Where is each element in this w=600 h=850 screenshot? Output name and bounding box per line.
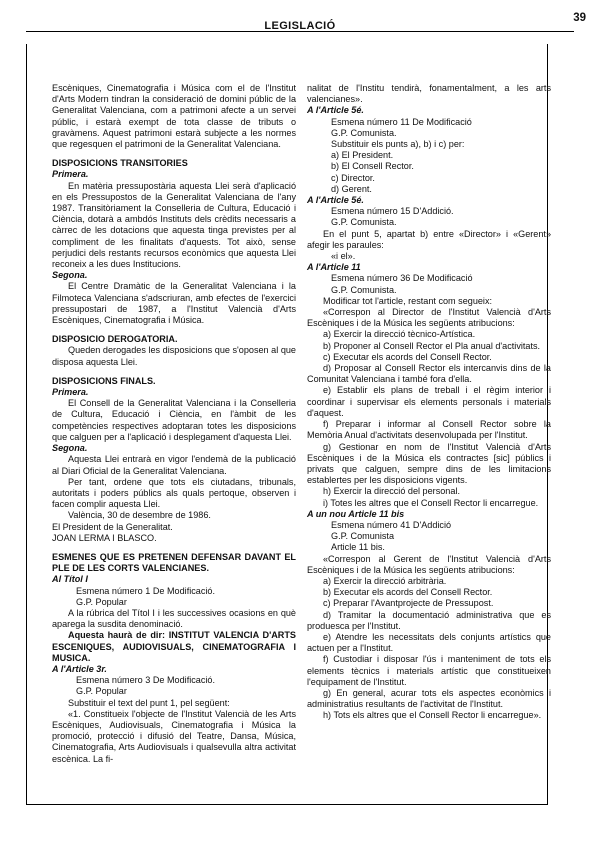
- subheading: A un nou Article 11 bis: [307, 508, 405, 519]
- section-heading: DISPOSICIO DEROGATORIA.: [52, 334, 178, 345]
- paragraph: c) Executar els acords del Consell Rector.: [323, 351, 492, 362]
- paragraph: g) Gestionar en nom de l'Institut Valencià d'Arts Escèniques i de la Música els contractes [sic] públics i privats que calguen, sempre dins de les limitacions establertes per les disposicions vigents.: [307, 441, 551, 486]
- paragraph: e) Atendre les necessitats dels conjunts artístics que actuen per a l'Institut.: [307, 631, 551, 654]
- paragraph: JOAN LERMA I BLASCO.: [52, 532, 157, 543]
- paragraph: c) Preparar l'Avantprojecte de Pressupost.: [323, 598, 494, 609]
- paragraph: d) Tramitar la documentació administrativa que es produesca per l'Institut.: [307, 609, 551, 631]
- paragraph: Esmena número 3 De Modificació.: [76, 675, 215, 686]
- subheading: A l'Article 5é.: [307, 195, 364, 206]
- paragraph: G.P. Comunista: [331, 531, 395, 542]
- paragraph: G.P. Comunista.: [331, 284, 397, 295]
- paragraph: «Correspon al Director de l'Institut Valencià d'Arts Escèniques i de la Música les següents atribucions:: [307, 307, 551, 329]
- paragraph: El Centre Dramàtic de la Generalitat Valenciana i la Filmoteca Valenciana s'adscriuran, amb efectes de l'exercici pressupostari de 1987, a l'Institut Valencià d'Arts Escèniques, Cinematografia i Música.: [52, 281, 296, 326]
- paragraph: «i el».: [331, 251, 356, 262]
- paragraph: Article 11 bis.: [331, 542, 385, 553]
- paragraph: Aquesta haurà de dir: INSTITUT VALENCIA D'ARTS ESCENIQUES, AUDIOVISUALS, CINEMATOGRAFIA I MUSICA.: [52, 630, 296, 663]
- section-heading: DISPOSICIONS FINALS.: [52, 375, 156, 386]
- page-number: 39: [573, 12, 586, 24]
- subheading: Primera.: [52, 169, 89, 180]
- paragraph: Esmena número 15 D'Addició.: [331, 206, 454, 217]
- paragraph: València, 30 de desembre de 1986.: [68, 510, 211, 521]
- paragraph: d) Gerent.: [331, 183, 372, 194]
- paragraph: b) Proponer al Consell Rector el Pla anual d'activitats.: [323, 340, 541, 351]
- paragraph: Esmena número 36 De Modificació: [331, 273, 473, 284]
- paragraph: El Consell de la Generalitat Valenciana i la Conselleria de Cultura, Educació i Ciència, en l'àmbit de les competències respectives adoptaran totes les disposicions que calguen per a l'aplicació i desplegament d'aquesta Llei.: [52, 398, 296, 442]
- paragraph: En matèria pressupostària aquesta Llei serà d'aplicació en els Pressupostos de la Generalitat Valenciana de l'any 1987. Transitòriament la Conselleria de Cultura, Educació i Ciència, dotarà a ambdós Instituts dels crèdits necessaris a càrrec de les dotacions que aquesta tinga previstes per al compliment de les finalitats d'aquests. Tot això, sense perjudici dels restants recursos econòmics que aquesta Llei reconeix a les dues Institucions.: [52, 180, 296, 270]
- paragraph: a) El President.: [331, 150, 394, 161]
- paragraph: i) Totes les altres que el Consell Rector li encarregue.: [323, 497, 539, 508]
- subheading: Segona.: [52, 270, 88, 281]
- section-title: LEGISLACIÓ: [264, 20, 336, 32]
- paragraph: Substituir els punts a), b) i c) per:: [331, 139, 465, 150]
- subheading: Segona.: [52, 443, 88, 454]
- left-column: [52, 83, 296, 765]
- paragraph: f) Preparar i informar al Consell Rector sobre la Memòria Anual d'activitats desenvolupada per l'Institut.: [307, 419, 551, 441]
- paragraph: G.P. Popular: [76, 596, 127, 607]
- paragraph: g) En general, acurar tots els aspectes econòmics i administratius resultants de l'activitat de l'Institut.: [307, 687, 551, 710]
- paragraph: nalitat de l'Institu tendirà, fonamentalment, a les arts valencianes».: [307, 83, 551, 105]
- paragraph: a) Exercir la direcció tècnico-Artística.: [323, 329, 476, 340]
- paragraph: Per tant, ordene que tots els ciutadans, tribunals, autoritats i poders públics als quals pertoque, observen i facen complir aquesta Llei.: [52, 476, 296, 510]
- subheading: A l'Article 11: [307, 262, 361, 273]
- paragraph: «1. Constitueix l'objecte de l'Institut Valencià de les Arts Escèniques, Audiovisuals, Cinematografia i Música la promoció, protecció i difusió del Teatre, Dansa, Música, Cinematografia, Arts Audiovisuals i qualsevulla altra activitat escènica. La fi-: [52, 708, 296, 764]
- paragraph: b) Executar els acords del Consell Rector.: [323, 587, 493, 598]
- subheading: A l'Article 5é.: [307, 105, 364, 116]
- paragraph: Esmena número 41 D'Addició: [331, 519, 452, 530]
- paragraph: h) Exercir la direcció del personal.: [323, 486, 460, 497]
- paragraph: Esmena número 1 De Modificació.: [76, 585, 215, 596]
- section-heading: ESMENES QUE ES PRETENEN DEFENSAR DAVANT EL PLE DE LES CORTS VALENCIANES.: [52, 551, 296, 574]
- paragraph: Esmena número 11 De Modificació: [331, 116, 472, 127]
- subheading: Al Títol I: [52, 574, 88, 585]
- paragraph: «Correspon al Gerent de l'Institut Valencià d'Arts Escèniques i de la Música les següents atribucions:: [307, 553, 551, 575]
- paragraph: b) El Consell Rector.: [331, 161, 414, 172]
- paragraph: f) Custodiar i disposar l'ús i manteniment de tots els elements tècnics i materials artístic que constitueixen l'equipament de l'Institut.: [307, 654, 551, 687]
- paragraph: Aquesta Llei entrarà en vigor l'endemà de la publicació al Diari Oficial de la Generalitat Valenciana.: [52, 454, 296, 476]
- paragraph: h) Tots els altres que el Consell Rector li encarregue».: [323, 710, 542, 721]
- subheading: A l'Article 3r.: [52, 663, 107, 674]
- right-column: [307, 83, 551, 722]
- paragraph: Modificar tot l'article, restant com segueix:: [323, 295, 493, 306]
- paragraph: e) Establir els plans de treball i el règim interior i coordinar i supervisar els elements personals i materials d'aquest.: [307, 385, 551, 418]
- paragraph: En el punt 5, apartat b) entre «Director» i «Gerent» afegir les paraules:: [307, 228, 551, 250]
- paragraph: d) Proposar al Consell Rector els intercanvis dins de la Comunitat Valenciana i també fora d'ella.: [307, 363, 551, 385]
- section-heading: DISPOSICIONS TRANSITORIES: [52, 158, 188, 169]
- paragraph: a) Exercir la direcció arbitrària.: [323, 575, 447, 586]
- paragraph: G.P. Popular: [76, 686, 127, 697]
- paragraph: c) Director.: [331, 172, 375, 183]
- paragraph: Queden derogades les disposicions que s'oposen al que disposa aquesta Llei.: [52, 345, 296, 367]
- paragraph: G.P. Comunista.: [331, 127, 397, 138]
- paragraph: El President de la Generalitat.: [52, 521, 173, 532]
- paragraph: G.P. Comunista.: [331, 217, 397, 228]
- paragraph: Substituir el text del punt 1, pel següent:: [68, 697, 230, 708]
- paragraph: A la rúbrica del Títol I i les successives ocasions en què aparega la susdita denominació.: [52, 607, 296, 630]
- header-rule: [26, 31, 574, 32]
- paragraph: Escèniques, Cinematografia i Música com el de l'Institut d'Arts Modern tindran la consideració de domini públic de la Generalitat Valenciana, com a patrimoni afecte a un servei públic, i estarà exempt de tota classe de tributs o gravàmens. Aquest patrimoni estarà subjecte a les normes que regesquen el patrimoni de la Generalitat Valenciana.: [52, 83, 296, 150]
- subheading: Primera.: [52, 387, 89, 398]
